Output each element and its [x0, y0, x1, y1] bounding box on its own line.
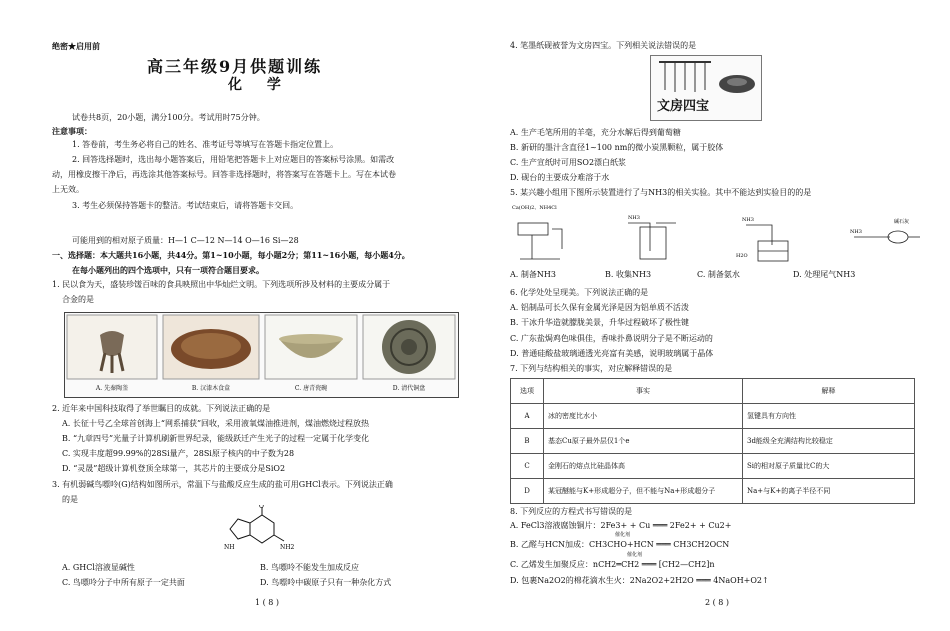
question-2-option-c: C. 实现丰度超99.99%的28Si量产，28Si原子核内的中子数为28	[62, 449, 295, 458]
table-row	[511, 479, 915, 504]
notice-title: 注意事项：	[52, 126, 92, 136]
question-6-option-b: B. 干冰升华造就朦胧美景，升华过程破坏了极性键	[510, 318, 689, 327]
table-cell: C	[511, 454, 544, 479]
table-cell: 冰的密度比水小	[544, 404, 743, 429]
table-cell: 基态Cu原子最外层仅1个e	[544, 429, 743, 454]
table-cell: D	[511, 479, 544, 504]
soda-lime-label: 碱石灰	[894, 219, 910, 225]
notice-2c: 上无效。	[52, 185, 84, 194]
caption-a: A. 先秦陶釜	[95, 385, 129, 392]
nh3-apparatus-diagram	[510, 201, 930, 267]
table-row	[511, 454, 915, 479]
atomic-masses: 可能用到的相对原子质量：H—1 C—12 N—14 O—16 Si—28	[72, 236, 299, 245]
question-5-option-a: A. 制备NH3	[510, 270, 556, 279]
table-cell: 3d能级全充满结构比较稳定	[743, 429, 915, 454]
nh3-c-label: NH3	[742, 217, 754, 223]
question-8-option-c: C. 乙烯发生加聚反应：nCH2═CH2 ═══ [CH2—CH2]n	[510, 560, 715, 569]
notice-2b: 动，用橡皮擦干净后，再选涂其他答案标号。回答非选择题时，将答案写在答题卡上。写在本试卷	[52, 170, 396, 179]
question-5-option-c: C. 制备氨水	[697, 270, 740, 279]
question-1-stem: 1. 民以食为天，盛装珍馐百味的食具映照出中华灿烂文明。下列选项所涉及材料的主要成分属于	[52, 280, 391, 289]
question-8-option-b: B. 乙醛与HCN加成：CH3CHO+HCN ═══ CH3CH2OCN	[510, 540, 730, 549]
celadon-bowl-image	[265, 315, 357, 379]
table-header-row	[511, 379, 915, 404]
page-number-2: 2 ( 8 )	[705, 598, 730, 607]
question-8-option-d: D. 包裹Na2O2的棉花滴水生火：2Na2O2+2H2O ═══ 4NaOH+O2↑	[510, 576, 769, 585]
table-row	[511, 404, 915, 429]
question-6-option-a: A. 铝制品可长久保有金属光泽是因为铝单质不活泼	[510, 303, 689, 312]
question-3-option-b: B. 鸟嘌呤不能发生加成反应	[260, 563, 359, 572]
question-2-stem: 2. 近年来中国科技取得了举世瞩目的成就。下列说法正确的是	[52, 404, 271, 413]
question-5-option-b: B. 收集NH3	[605, 270, 652, 279]
catalyst-label-b: 催化剂	[615, 532, 631, 538]
question-2-option-b: B. “九章四号”光量子计算机刷新世界纪录，能级跃迁产生光子的过程一定属于化学变化	[62, 434, 370, 443]
reagent-a-label: Ca(OH)2、NH4Cl	[512, 205, 557, 211]
question-2-option-d: D. “灵晟”超级计算机登顶全球第一，其芯片的主要成分是SiO2	[62, 464, 286, 473]
drying-tube-d-icon	[888, 231, 908, 243]
question-2-option-a: A. 长征十号乙全球首创海上“网系捕获”回收，采用液氧煤油推进剂，煤油燃烧过程放热	[62, 419, 370, 428]
table-header-cell: 解释	[743, 379, 915, 404]
question-4-option-a: A. 生产毛笔所用的羊毫，充分水解后得到葡萄糖	[510, 128, 681, 137]
question-6-option-c: C. 广东盐焗鸡色味俱佳，香味扑鼻说明分子是不断运动的	[510, 334, 713, 343]
question-6-stem: 6. 化学处处呈现美。下列说法正确的是	[510, 288, 649, 297]
question-1-figures	[64, 312, 459, 398]
table-cell: Si的相对原子质量比C的大	[743, 454, 915, 479]
table-row	[511, 429, 915, 454]
nh-label: NH	[224, 544, 235, 551]
question-8-stem: 8. 下列反应的方程式书写错误的是	[510, 507, 633, 516]
four-treasures-image	[650, 55, 762, 121]
question-6-option-d: D. 普通硅酸盐玻璃通透光亮富有美感，说明玻璃属于晶体	[510, 349, 714, 358]
nh3-d-label: NH3	[850, 229, 862, 235]
question-3-stem-cont: 的是	[62, 495, 78, 504]
pottery-cauldron-image	[67, 315, 157, 379]
tube-a-icon	[518, 223, 548, 235]
notice-2a: 2. 回答选择题时，选出每小题答案后，用铅笔把答题卡上对应题目的答案标号涂黑。如需改	[72, 155, 395, 164]
table-header-cell: 选项	[511, 379, 544, 404]
exam-title: 高三年级9月供题训练	[147, 57, 323, 76]
caption-b: B. 汉漆木食盒	[191, 385, 231, 392]
catalyst-label-c: 催化剂	[627, 552, 643, 558]
question-1-stem-cont: 合金的是	[62, 295, 94, 304]
question-4-stem: 4. 笔墨纸砚被誉为文房四宝。下列相关说法错误的是	[510, 41, 697, 50]
question-4-option-b: B. 新研的墨汁含直径1~100 nm的微小炭黑颗粒，属于胶体	[510, 143, 724, 152]
notice-3: 3. 考生必须保持答题卡的整洁。考试结束后，请将答题卡交回。	[72, 201, 299, 210]
lacquer-box-image	[163, 315, 259, 379]
question-4-option-c: C. 生产宣纸时可用SO2漂白纸浆	[510, 158, 627, 167]
table-cell: Na+与K+的离子半径不同	[743, 479, 915, 504]
question-5-option-d: D. 处理尾气NH3	[793, 270, 856, 279]
question-3-stem: 3. 有机弱碱鸟嘌呤(G)结构如图所示，常温下与盐酸反应生成的盐可用GHCl表示。下列说法正确	[52, 480, 393, 489]
exam-intro: 试卷共8页，20小题，满分100分。考试用时75分钟。	[72, 113, 265, 122]
question-5-stem: 5. 某兴趣小组用下图所示装置进行了与NH3的相关实验。其中不能达到实验目的的是	[510, 188, 812, 197]
water-c-label: H2O	[736, 253, 748, 259]
guanine-structure-diagram	[210, 505, 300, 553]
table-cell: A	[511, 404, 544, 429]
question-4-option-d: D. 砚台的主要成分难溶于水	[510, 173, 610, 182]
caption-c: C. 唐青瓷碗	[294, 385, 328, 392]
question-7-stem: 7. 下列与结构相关的事实，对应解释错误的是	[510, 364, 673, 373]
nh2-label: NH2	[280, 544, 295, 551]
bronze-plate-image	[363, 315, 455, 379]
subject-title: 化 学	[228, 77, 291, 93]
page-number-1: 1 ( 8 )	[255, 598, 280, 607]
notice-1: 1. 答卷前，考生务必将自己的姓名、准考证号等填写在答题卡指定位置上。	[72, 140, 339, 149]
oxygen-label: O	[259, 505, 264, 510]
question-8-option-a: A. FeCl3溶液腐蚀铜片：2Fe3+ + Cu ═══ 2Fe2+ + Cu2+	[510, 521, 732, 530]
section-1-instructions: 在每小题列出的四个选项中，只有一项符合题目要求。	[72, 265, 264, 275]
question-3-option-a: A. GHCl溶液显碱性	[62, 563, 135, 572]
secret-label: 绝密★启用前	[52, 41, 100, 51]
bottle-b-icon	[640, 227, 666, 259]
section-1-heading: 一、选择题：本大题共16小题，共44分。第1~10小题，每小题2分；第11~16小题，每小题4分。	[52, 250, 410, 260]
table-cell: 金刚石的熔点比硅晶体高	[544, 454, 743, 479]
nh3-b-label: NH3	[628, 215, 640, 221]
table-header-cell: 事实	[544, 379, 743, 404]
four-treasures-calligraphy: 文房四宝	[657, 99, 710, 114]
question-7-table	[510, 378, 915, 504]
table-cell: 某冠醚能与K+形成超分子，但不能与Na+形成超分子	[544, 479, 743, 504]
caption-d: D. 清代铜盘	[392, 385, 426, 392]
table-cell: B	[511, 429, 544, 454]
page-right	[475, 0, 950, 631]
question-3-option-d: D. 鸟嘌呤中碳原子只有一种杂化方式	[260, 578, 392, 587]
table-cell: 氢键具有方向性	[743, 404, 915, 429]
question-3-option-c: C. 鸟嘌呤分子中所有原子一定共面	[62, 578, 185, 587]
